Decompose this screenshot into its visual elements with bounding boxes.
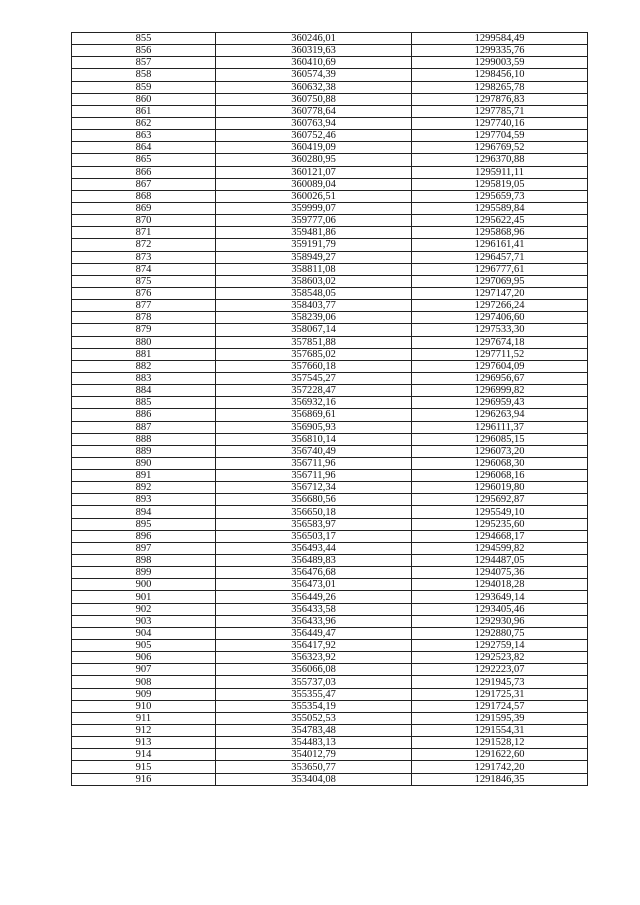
coordinates-table-body (72, 33, 588, 786)
point-number-cell: 856 (72, 45, 216, 57)
y-coordinate-cell: 1297533,30 (412, 324, 588, 336)
x-coordinate-cell: 360574,39 (216, 69, 412, 81)
y-coordinate-cell: 1297266,24 (412, 300, 588, 312)
table-row (72, 93, 588, 105)
x-coordinate-cell: 357545,27 (216, 372, 412, 384)
x-coordinate-cell: 358548,05 (216, 287, 412, 299)
y-coordinate-cell: 1297740,16 (412, 117, 588, 129)
table-row (72, 530, 588, 542)
point-number-cell: 885 (72, 397, 216, 409)
point-number-cell: 907 (72, 664, 216, 676)
table-row (72, 360, 588, 372)
x-coordinate-cell: 358811,08 (216, 263, 412, 275)
y-coordinate-cell: 1294075,36 (412, 567, 588, 579)
x-coordinate-cell: 358067,14 (216, 324, 412, 336)
x-coordinate-cell: 357685,02 (216, 348, 412, 360)
table-row (72, 117, 588, 129)
x-coordinate-cell: 356476,68 (216, 567, 412, 579)
x-coordinate-cell: 356473,01 (216, 579, 412, 591)
point-number-cell: 893 (72, 494, 216, 506)
x-coordinate-cell: 356711,96 (216, 470, 412, 482)
x-coordinate-cell: 360280,95 (216, 154, 412, 166)
table-row (72, 385, 588, 397)
point-number-cell: 861 (72, 105, 216, 117)
y-coordinate-cell: 1299335,76 (412, 45, 588, 57)
x-coordinate-cell: 356583,97 (216, 518, 412, 530)
point-number-cell: 890 (72, 457, 216, 469)
table-row (72, 312, 588, 324)
y-coordinate-cell: 1291528,12 (412, 737, 588, 749)
x-coordinate-cell: 354012,79 (216, 749, 412, 761)
x-coordinate-cell: 356323,92 (216, 652, 412, 664)
point-number-cell: 915 (72, 761, 216, 773)
table-row (72, 749, 588, 761)
table-row (72, 445, 588, 457)
y-coordinate-cell: 1291595,39 (412, 712, 588, 724)
y-coordinate-cell: 1291742,20 (412, 761, 588, 773)
point-number-cell: 900 (72, 579, 216, 591)
y-coordinate-cell: 1296085,15 (412, 433, 588, 445)
point-number-cell: 869 (72, 202, 216, 214)
x-coordinate-cell: 356449,47 (216, 627, 412, 639)
y-coordinate-cell: 1299003,59 (412, 57, 588, 69)
x-coordinate-cell: 359999,07 (216, 202, 412, 214)
table-row (72, 202, 588, 214)
table-row (72, 348, 588, 360)
point-number-cell: 874 (72, 263, 216, 275)
y-coordinate-cell: 1291846,35 (412, 773, 588, 785)
y-coordinate-cell: 1296111,37 (412, 421, 588, 433)
table-row (72, 676, 588, 688)
y-coordinate-cell: 1297604,09 (412, 360, 588, 372)
y-coordinate-cell: 1295911,11 (412, 166, 588, 178)
point-number-cell: 887 (72, 421, 216, 433)
point-number-cell: 910 (72, 700, 216, 712)
y-coordinate-cell: 1296068,30 (412, 457, 588, 469)
point-number-cell: 914 (72, 749, 216, 761)
x-coordinate-cell: 360752,46 (216, 130, 412, 142)
y-coordinate-cell: 1291554,31 (412, 725, 588, 737)
table-row (72, 239, 588, 251)
point-number-cell: 871 (72, 227, 216, 239)
y-coordinate-cell: 1294018,28 (412, 579, 588, 591)
y-coordinate-cell: 1291724,57 (412, 700, 588, 712)
x-coordinate-cell: 353404,08 (216, 773, 412, 785)
y-coordinate-cell: 1297147,20 (412, 287, 588, 299)
table-row (72, 482, 588, 494)
point-number-cell: 892 (72, 482, 216, 494)
point-number-cell: 913 (72, 737, 216, 749)
y-coordinate-cell: 1296073,20 (412, 445, 588, 457)
y-coordinate-cell: 1291622,60 (412, 749, 588, 761)
y-coordinate-cell: 1297785,71 (412, 105, 588, 117)
point-number-cell: 872 (72, 239, 216, 251)
table-row (72, 263, 588, 275)
x-coordinate-cell: 354783,48 (216, 725, 412, 737)
table-row (72, 567, 588, 579)
point-number-cell: 897 (72, 542, 216, 554)
y-coordinate-cell: 1297876,83 (412, 93, 588, 105)
x-coordinate-cell: 356712,34 (216, 482, 412, 494)
table-row (72, 300, 588, 312)
table-row (72, 166, 588, 178)
x-coordinate-cell: 355355,47 (216, 688, 412, 700)
point-number-cell: 901 (72, 591, 216, 603)
point-number-cell: 884 (72, 385, 216, 397)
table-row (72, 712, 588, 724)
x-coordinate-cell: 354483,13 (216, 737, 412, 749)
point-number-cell: 902 (72, 603, 216, 615)
table-row (72, 725, 588, 737)
y-coordinate-cell: 1296019,80 (412, 482, 588, 494)
table-row (72, 555, 588, 567)
x-coordinate-cell: 356449,26 (216, 591, 412, 603)
y-coordinate-cell: 1292759,14 (412, 640, 588, 652)
point-number-cell: 882 (72, 360, 216, 372)
table-row (72, 324, 588, 336)
table-row (72, 215, 588, 227)
x-coordinate-cell: 353650,77 (216, 761, 412, 773)
table-row (72, 178, 588, 190)
point-number-cell: 880 (72, 336, 216, 348)
x-coordinate-cell: 356810,14 (216, 433, 412, 445)
x-coordinate-cell: 360121,07 (216, 166, 412, 178)
point-number-cell: 899 (72, 567, 216, 579)
table-row (72, 579, 588, 591)
point-number-cell: 911 (72, 712, 216, 724)
table-row (72, 615, 588, 627)
x-coordinate-cell: 360763,94 (216, 117, 412, 129)
table-row (72, 397, 588, 409)
y-coordinate-cell: 1291725,31 (412, 688, 588, 700)
y-coordinate-cell: 1294668,17 (412, 530, 588, 542)
x-coordinate-cell: 355052,53 (216, 712, 412, 724)
point-number-cell: 860 (72, 93, 216, 105)
y-coordinate-cell: 1296999,82 (412, 385, 588, 397)
x-coordinate-cell: 356433,58 (216, 603, 412, 615)
table-row (72, 190, 588, 202)
point-number-cell: 877 (72, 300, 216, 312)
table-row (72, 433, 588, 445)
y-coordinate-cell: 1297674,18 (412, 336, 588, 348)
y-coordinate-cell: 1292930,96 (412, 615, 588, 627)
table-row (72, 69, 588, 81)
x-coordinate-cell: 358949,27 (216, 251, 412, 263)
y-coordinate-cell: 1296959,43 (412, 397, 588, 409)
point-number-cell: 863 (72, 130, 216, 142)
table-row (72, 652, 588, 664)
x-coordinate-cell: 355354,19 (216, 700, 412, 712)
x-coordinate-cell: 357851,88 (216, 336, 412, 348)
point-number-cell: 898 (72, 555, 216, 567)
y-coordinate-cell: 1292880,75 (412, 627, 588, 639)
table-row (72, 154, 588, 166)
table-row (72, 542, 588, 554)
point-number-cell: 875 (72, 275, 216, 287)
point-number-cell: 886 (72, 409, 216, 421)
point-number-cell: 859 (72, 81, 216, 93)
x-coordinate-cell: 356680,56 (216, 494, 412, 506)
y-coordinate-cell: 1294599,82 (412, 542, 588, 554)
x-coordinate-cell: 358239,06 (216, 312, 412, 324)
point-number-cell: 862 (72, 117, 216, 129)
y-coordinate-cell: 1297711,52 (412, 348, 588, 360)
x-coordinate-cell: 360419,09 (216, 142, 412, 154)
y-coordinate-cell: 1296777,61 (412, 263, 588, 275)
y-coordinate-cell: 1297069,95 (412, 275, 588, 287)
point-number-cell: 855 (72, 33, 216, 45)
point-number-cell: 883 (72, 372, 216, 384)
x-coordinate-cell: 356740,49 (216, 445, 412, 457)
point-number-cell: 867 (72, 178, 216, 190)
point-number-cell: 879 (72, 324, 216, 336)
point-number-cell: 889 (72, 445, 216, 457)
table-row (72, 421, 588, 433)
x-coordinate-cell: 356503,17 (216, 530, 412, 542)
x-coordinate-cell: 360026,51 (216, 190, 412, 202)
y-coordinate-cell: 1293405,46 (412, 603, 588, 615)
y-coordinate-cell: 1296263,94 (412, 409, 588, 421)
table-row (72, 287, 588, 299)
x-coordinate-cell: 357228,47 (216, 385, 412, 397)
table-row (72, 518, 588, 530)
point-number-cell: 857 (72, 57, 216, 69)
x-coordinate-cell: 356869,61 (216, 409, 412, 421)
x-coordinate-cell: 356493,44 (216, 542, 412, 554)
x-coordinate-cell: 355737,03 (216, 676, 412, 688)
y-coordinate-cell: 1295819,05 (412, 178, 588, 190)
x-coordinate-cell: 358403,77 (216, 300, 412, 312)
point-number-cell: 906 (72, 652, 216, 664)
table-row (72, 251, 588, 263)
point-number-cell: 876 (72, 287, 216, 299)
x-coordinate-cell: 360246,01 (216, 33, 412, 45)
x-coordinate-cell: 356711,96 (216, 457, 412, 469)
y-coordinate-cell: 1292223,07 (412, 664, 588, 676)
y-coordinate-cell: 1295549,10 (412, 506, 588, 518)
table-row (72, 761, 588, 773)
point-number-cell: 866 (72, 166, 216, 178)
y-coordinate-cell: 1295622,45 (412, 215, 588, 227)
table-row (72, 33, 588, 45)
table-row (72, 45, 588, 57)
y-coordinate-cell: 1296769,52 (412, 142, 588, 154)
point-number-cell: 905 (72, 640, 216, 652)
y-coordinate-cell: 1296956,67 (412, 372, 588, 384)
x-coordinate-cell: 359777,06 (216, 215, 412, 227)
x-coordinate-cell: 360750,88 (216, 93, 412, 105)
point-number-cell: 904 (72, 627, 216, 639)
point-number-cell: 891 (72, 470, 216, 482)
table-row (72, 57, 588, 69)
table-row (72, 603, 588, 615)
y-coordinate-cell: 1299584,49 (412, 33, 588, 45)
y-coordinate-cell: 1297704,59 (412, 130, 588, 142)
x-coordinate-cell: 359191,79 (216, 239, 412, 251)
table-row (72, 664, 588, 676)
table-row (72, 773, 588, 785)
table-row (72, 372, 588, 384)
table-row (72, 227, 588, 239)
table-row (72, 627, 588, 639)
y-coordinate-cell: 1293649,14 (412, 591, 588, 603)
point-number-cell: 916 (72, 773, 216, 785)
point-number-cell: 878 (72, 312, 216, 324)
x-coordinate-cell: 357660,18 (216, 360, 412, 372)
table-row (72, 275, 588, 287)
y-coordinate-cell: 1298456,10 (412, 69, 588, 81)
x-coordinate-cell: 356417,92 (216, 640, 412, 652)
x-coordinate-cell: 360410,69 (216, 57, 412, 69)
table-row (72, 105, 588, 117)
table-row (72, 470, 588, 482)
y-coordinate-cell: 1296161,41 (412, 239, 588, 251)
point-number-cell: 895 (72, 518, 216, 530)
y-coordinate-cell: 1298265,78 (412, 81, 588, 93)
y-coordinate-cell: 1296457,71 (412, 251, 588, 263)
y-coordinate-cell: 1294487,05 (412, 555, 588, 567)
coordinates-table (71, 32, 588, 786)
point-number-cell: 909 (72, 688, 216, 700)
table-row (72, 640, 588, 652)
table-row (72, 409, 588, 421)
point-number-cell: 858 (72, 69, 216, 81)
table-row (72, 688, 588, 700)
point-number-cell: 868 (72, 190, 216, 202)
table-row (72, 737, 588, 749)
point-number-cell: 908 (72, 676, 216, 688)
point-number-cell: 894 (72, 506, 216, 518)
y-coordinate-cell: 1295659,73 (412, 190, 588, 202)
table-row (72, 336, 588, 348)
table-row (72, 494, 588, 506)
y-coordinate-cell: 1296068,16 (412, 470, 588, 482)
x-coordinate-cell: 356650,18 (216, 506, 412, 518)
x-coordinate-cell: 356433,96 (216, 615, 412, 627)
point-number-cell: 888 (72, 433, 216, 445)
table-row (72, 457, 588, 469)
y-coordinate-cell: 1295235,60 (412, 518, 588, 530)
y-coordinate-cell: 1295589,84 (412, 202, 588, 214)
x-coordinate-cell: 358603,02 (216, 275, 412, 287)
y-coordinate-cell: 1295868,96 (412, 227, 588, 239)
point-number-cell: 903 (72, 615, 216, 627)
point-number-cell: 912 (72, 725, 216, 737)
table-row (72, 700, 588, 712)
x-coordinate-cell: 360778,64 (216, 105, 412, 117)
y-coordinate-cell: 1295692,87 (412, 494, 588, 506)
table-row (72, 130, 588, 142)
y-coordinate-cell: 1291945,73 (412, 676, 588, 688)
point-number-cell: 865 (72, 154, 216, 166)
table-row (72, 81, 588, 93)
point-number-cell: 881 (72, 348, 216, 360)
table-row (72, 506, 588, 518)
x-coordinate-cell: 360089,04 (216, 178, 412, 190)
x-coordinate-cell: 356905,93 (216, 421, 412, 433)
x-coordinate-cell: 360319,63 (216, 45, 412, 57)
y-coordinate-cell: 1292523,82 (412, 652, 588, 664)
x-coordinate-cell: 359481,86 (216, 227, 412, 239)
x-coordinate-cell: 356932,16 (216, 397, 412, 409)
y-coordinate-cell: 1296370,88 (412, 154, 588, 166)
x-coordinate-cell: 356489,83 (216, 555, 412, 567)
x-coordinate-cell: 360632,38 (216, 81, 412, 93)
point-number-cell: 896 (72, 530, 216, 542)
point-number-cell: 870 (72, 215, 216, 227)
table-row (72, 142, 588, 154)
table-row (72, 591, 588, 603)
y-coordinate-cell: 1297406,60 (412, 312, 588, 324)
x-coordinate-cell: 356066,08 (216, 664, 412, 676)
point-number-cell: 873 (72, 251, 216, 263)
point-number-cell: 864 (72, 142, 216, 154)
